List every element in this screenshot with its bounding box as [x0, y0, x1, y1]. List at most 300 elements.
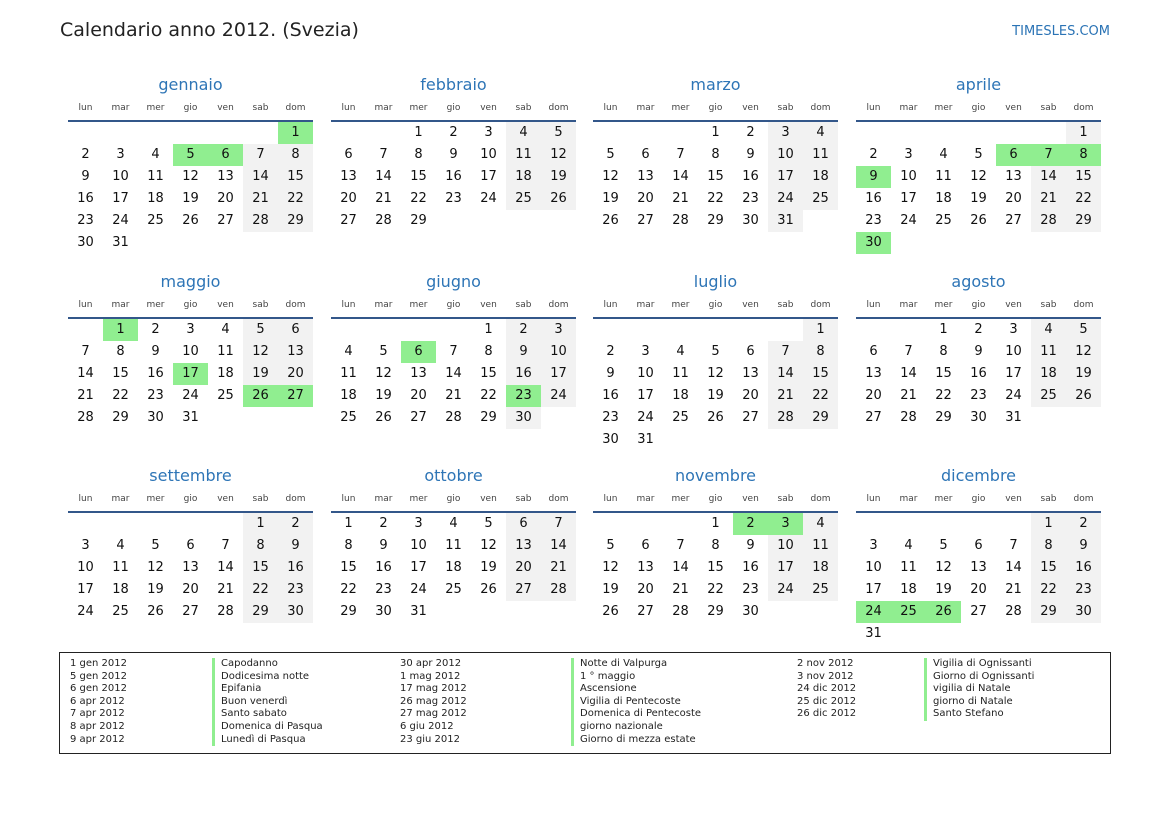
day-cell: 20	[410, 388, 427, 403]
day-cell: 26	[602, 604, 619, 619]
weekday-label: mar	[374, 494, 393, 504]
day-cell: 11	[112, 560, 129, 575]
weekend-day-cell: 15	[803, 363, 838, 385]
legend-dates-column	[70, 658, 127, 746]
month-name: settembre	[149, 466, 232, 485]
weekday-label: dom	[1073, 103, 1094, 113]
empty-cell	[733, 319, 768, 341]
day-cell: 18	[340, 388, 357, 403]
day-cell: 16	[375, 560, 392, 575]
day-cell: 17	[900, 191, 917, 206]
day-cell: 9	[606, 366, 615, 381]
day-grid	[331, 513, 576, 623]
weekend-day-cell: 30	[278, 601, 313, 623]
day-cell: 31	[182, 410, 199, 425]
day-cell: 3	[116, 147, 125, 162]
weekend-day-cell: 7	[541, 513, 576, 535]
day-grid	[68, 122, 313, 254]
weekday-label: mar	[899, 300, 918, 310]
holiday-day-cell: 23	[506, 385, 541, 407]
day-cell: 2	[81, 147, 90, 162]
weekend-day-cell: 7	[768, 341, 803, 363]
day-cell: 11	[900, 560, 917, 575]
day-cell: 6	[974, 538, 983, 553]
empty-cell	[436, 601, 471, 623]
week-row	[593, 122, 838, 144]
day-cell: 14	[1005, 560, 1022, 575]
day-cell: 7	[449, 344, 458, 359]
weekend-day-cell: 3	[541, 319, 576, 341]
day-cell: 18	[900, 582, 917, 597]
weekend-day-cell: 26	[1066, 385, 1101, 407]
day-cell: 3	[641, 344, 650, 359]
empty-cell	[996, 623, 1031, 645]
week-row	[68, 210, 313, 232]
legend-names-column	[924, 658, 1034, 721]
day-cell: 11	[672, 366, 689, 381]
weekend-day-cell: 9	[506, 341, 541, 363]
empty-cell	[891, 623, 926, 645]
legend-holiday-name: Notte di Valpurga	[571, 658, 701, 671]
day-cell: 4	[449, 516, 458, 531]
legend-date: 23 giu 2012	[400, 733, 460, 745]
weekday-label: sab	[252, 103, 269, 113]
day-cell: 16	[602, 388, 619, 403]
legend-holiday-name: Santo sabato	[212, 708, 323, 721]
empty-cell	[628, 513, 663, 535]
weekend-day-cell: 21	[243, 188, 278, 210]
empty-cell	[173, 232, 208, 254]
weekday-label: sab	[1040, 103, 1057, 113]
day-cell: 16	[445, 169, 462, 184]
weekday-label: sab	[252, 494, 269, 504]
weekday-header	[856, 103, 1101, 117]
week-row	[593, 341, 838, 363]
weekday-label: mer	[146, 103, 165, 113]
legend-date: 6 giu 2012	[400, 720, 454, 732]
day-cell: 24	[900, 213, 917, 228]
empty-cell	[366, 122, 401, 144]
legend-dates-column	[400, 658, 467, 746]
empty-cell	[173, 122, 208, 144]
weekend-day-cell: 18	[803, 166, 838, 188]
day-cell: 14	[900, 366, 917, 381]
legend-holiday-name: Dodicesima notte	[212, 671, 323, 684]
weekday-label: gio	[971, 300, 986, 310]
legend-date: 9 apr 2012	[70, 733, 125, 745]
day-cell: 10	[182, 344, 199, 359]
weekend-day-cell: 5	[1066, 319, 1101, 341]
weekday-label: lun	[78, 494, 93, 504]
day-cell: 13	[970, 560, 987, 575]
weekday-label: dom	[285, 494, 306, 504]
weekday-label: ven	[1005, 300, 1022, 310]
weekday-label: mar	[111, 103, 130, 113]
week-row	[331, 122, 576, 144]
day-cell: 22	[707, 191, 724, 206]
day-cell: 2	[606, 344, 615, 359]
day-cell: 14	[77, 366, 94, 381]
holiday-day-cell: 27	[278, 385, 313, 407]
day-cell: 22	[410, 191, 427, 206]
empty-cell	[138, 122, 173, 144]
day-cell: 21	[217, 582, 234, 597]
day-cell: 1	[484, 322, 493, 337]
empty-cell	[961, 122, 996, 144]
weekday-label: mar	[111, 494, 130, 504]
day-cell: 18	[672, 388, 689, 403]
weekend-day-cell: 14	[768, 363, 803, 385]
day-cell: 17	[865, 582, 882, 597]
weekend-day-cell: 6	[506, 513, 541, 535]
weekday-header	[331, 103, 576, 117]
weekend-day-cell: 28	[541, 579, 576, 601]
weekend-day-cell: 29	[243, 601, 278, 623]
day-cell: 12	[602, 169, 619, 184]
legend-holiday-name: Vigilia di Pentecoste	[571, 696, 701, 709]
legend-names-column	[571, 658, 701, 746]
day-cell: 9	[449, 147, 458, 162]
day-cell: 28	[672, 604, 689, 619]
legend-holiday-name: Domenica di Pentecoste	[571, 708, 701, 721]
day-cell: 21	[672, 191, 689, 206]
week-row	[331, 407, 576, 429]
day-cell: 29	[410, 213, 427, 228]
week-row	[331, 601, 576, 623]
day-cell: 3	[81, 538, 90, 553]
week-row	[68, 166, 313, 188]
day-grid	[68, 513, 313, 623]
empty-cell	[856, 319, 891, 341]
weekday-label: ven	[742, 300, 759, 310]
weekday-header	[856, 300, 1101, 314]
day-cell: 6	[746, 344, 755, 359]
holiday-day-cell: 6	[401, 341, 436, 363]
day-cell: 16	[77, 191, 94, 206]
weekend-day-cell: 16	[278, 557, 313, 579]
day-cell: 4	[344, 344, 353, 359]
weekend-day-cell: 22	[243, 579, 278, 601]
day-grid	[331, 122, 576, 232]
legend-date: 5 gen 2012	[70, 670, 128, 682]
weekday-label: gio	[183, 494, 198, 504]
day-cell: 24	[480, 191, 497, 206]
weekday-label: lun	[603, 103, 618, 113]
weekend-day-cell: 29	[803, 407, 838, 429]
empty-cell	[208, 407, 243, 429]
day-cell: 30	[77, 235, 94, 250]
week-row	[856, 513, 1101, 535]
week-row	[856, 188, 1101, 210]
day-cell: 31	[410, 604, 427, 619]
holiday-day-cell: 7	[1031, 144, 1066, 166]
weekday-label: mer	[409, 300, 428, 310]
day-cell: 10	[637, 366, 654, 381]
day-cell: 26	[707, 410, 724, 425]
empty-cell	[1031, 122, 1066, 144]
day-cell: 10	[900, 169, 917, 184]
day-cell: 21	[77, 388, 94, 403]
day-cell: 14	[445, 366, 462, 381]
day-cell: 25	[112, 604, 129, 619]
month-name: ottobre	[424, 466, 483, 485]
day-cell: 3	[1009, 322, 1018, 337]
weekday-label: ven	[480, 300, 497, 310]
weekday-label: sab	[777, 494, 794, 504]
empty-cell	[1031, 623, 1066, 645]
day-cell: 4	[221, 322, 230, 337]
day-cell: 2	[379, 516, 388, 531]
day-cell: 6	[186, 538, 195, 553]
day-cell: 19	[480, 560, 497, 575]
day-cell: 19	[602, 582, 619, 597]
day-cell: 16	[970, 366, 987, 381]
day-cell: 16	[865, 191, 882, 206]
day-cell: 14	[217, 560, 234, 575]
weekday-label: gio	[971, 494, 986, 504]
holiday-day-cell: 26	[926, 601, 961, 623]
week-row	[331, 188, 576, 210]
weekday-header	[68, 494, 313, 508]
weekend-day-cell: 21	[541, 557, 576, 579]
day-cell: 25	[672, 410, 689, 425]
site-link[interactable]: TIMESLES.COM	[1012, 24, 1110, 39]
weekend-day-cell: 12	[541, 144, 576, 166]
empty-cell	[961, 623, 996, 645]
day-cell: 17	[410, 560, 427, 575]
week-row	[856, 144, 1101, 166]
empty-cell	[208, 513, 243, 535]
day-cell: 12	[707, 366, 724, 381]
day-cell: 23	[742, 582, 759, 597]
empty-cell	[768, 429, 803, 451]
day-cell: 9	[746, 538, 755, 553]
week-row	[593, 144, 838, 166]
day-cell: 4	[939, 147, 948, 162]
day-cell: 10	[112, 169, 129, 184]
weekend-day-cell: 10	[541, 341, 576, 363]
week-row	[331, 166, 576, 188]
weekend-day-cell: 28	[768, 407, 803, 429]
legend-date: 1 mag 2012	[400, 670, 461, 682]
weekend-day-cell: 28	[243, 210, 278, 232]
weekend-day-cell: 22	[1066, 188, 1101, 210]
day-cell: 31	[865, 626, 882, 641]
day-cell: 4	[151, 147, 160, 162]
weekend-day-cell: 13	[278, 341, 313, 363]
legend-date: 8 apr 2012	[70, 720, 125, 732]
day-cell: 24	[77, 604, 94, 619]
day-grid	[593, 319, 838, 451]
day-cell: 30	[742, 213, 759, 228]
weekend-day-cell: 16	[1066, 557, 1101, 579]
weekday-label: mer	[671, 300, 690, 310]
weekend-day-cell: 12	[243, 341, 278, 363]
week-row	[68, 513, 313, 535]
day-cell: 10	[410, 538, 427, 553]
weekend-day-cell: 8	[243, 535, 278, 557]
day-cell: 8	[711, 538, 720, 553]
day-cell: 10	[1005, 344, 1022, 359]
weekend-day-cell: 26	[541, 188, 576, 210]
day-cell: 9	[974, 344, 983, 359]
day-grid	[68, 319, 313, 429]
weekday-label: gio	[183, 103, 198, 113]
day-cell: 20	[340, 191, 357, 206]
weekend-day-cell: 4	[506, 122, 541, 144]
weekday-header	[331, 300, 576, 314]
weekend-day-cell: 8	[803, 341, 838, 363]
weekend-day-cell: 5	[541, 122, 576, 144]
day-cell: 3	[869, 538, 878, 553]
weekend-day-cell: 23	[1066, 579, 1101, 601]
week-row	[68, 557, 313, 579]
day-grid	[856, 122, 1101, 254]
weekday-label: sab	[1040, 300, 1057, 310]
weekend-day-cell: 24	[768, 188, 803, 210]
month-name: luglio	[693, 272, 738, 291]
day-cell: 24	[1005, 388, 1022, 403]
weekend-day-cell: 8	[1031, 535, 1066, 557]
day-cell: 7	[379, 147, 388, 162]
weekday-label: gio	[446, 494, 461, 504]
day-grid	[856, 513, 1101, 645]
weekend-day-cell: 13	[506, 535, 541, 557]
day-cell: 19	[970, 191, 987, 206]
day-cell: 8	[939, 344, 948, 359]
day-cell: 10	[865, 560, 882, 575]
legend-date: 25 dic 2012	[797, 695, 857, 707]
day-cell: 23	[375, 582, 392, 597]
weekend-day-cell: 30	[506, 407, 541, 429]
day-cell: 8	[711, 147, 720, 162]
week-row	[68, 535, 313, 557]
weekend-day-cell: 21	[768, 385, 803, 407]
week-row	[856, 557, 1101, 579]
weekend-day-cell: 20	[506, 557, 541, 579]
day-cell: 18	[935, 191, 952, 206]
weekday-label: dom	[548, 300, 569, 310]
weekday-label: mar	[636, 494, 655, 504]
week-row	[68, 385, 313, 407]
day-cell: 14	[672, 169, 689, 184]
week-row	[593, 557, 838, 579]
empty-cell	[1031, 232, 1066, 254]
day-cell: 31	[112, 235, 129, 250]
weekday-label: ven	[480, 494, 497, 504]
day-cell: 21	[445, 388, 462, 403]
empty-cell	[1066, 232, 1101, 254]
week-row	[856, 385, 1101, 407]
day-cell: 29	[340, 604, 357, 619]
weekday-label: mer	[409, 103, 428, 113]
holiday-day-cell: 6	[996, 144, 1031, 166]
legend-date: 7 apr 2012	[70, 708, 125, 720]
week-row	[593, 513, 838, 535]
day-cell: 28	[375, 213, 392, 228]
empty-cell	[698, 429, 733, 451]
weekend-day-cell: 1	[1031, 513, 1066, 535]
legend-date: 30 apr 2012	[400, 658, 462, 669]
day-cell: 21	[1005, 582, 1022, 597]
weekday-label: sab	[252, 300, 269, 310]
week-row	[68, 363, 313, 385]
legend-holiday-name: Santo Stefano	[924, 708, 1034, 721]
day-cell: 4	[676, 344, 685, 359]
day-cell: 30	[970, 410, 987, 425]
empty-cell	[68, 319, 103, 341]
day-cell: 10	[77, 560, 94, 575]
day-cell: 9	[81, 169, 90, 184]
week-row	[331, 363, 576, 385]
weekday-label: ven	[480, 103, 497, 113]
day-cell: 28	[900, 410, 917, 425]
weekday-label: gio	[708, 103, 723, 113]
empty-cell	[173, 513, 208, 535]
weekend-day-cell: 24	[541, 385, 576, 407]
day-cell: 23	[445, 191, 462, 206]
day-cell: 3	[414, 516, 423, 531]
day-cell: 23	[147, 388, 164, 403]
weekday-label: mar	[374, 103, 393, 113]
day-cell: 9	[746, 147, 755, 162]
legend-date: 3 nov 2012	[797, 670, 854, 682]
day-cell: 21	[900, 388, 917, 403]
weekend-day-cell: 11	[1031, 341, 1066, 363]
legend-holiday-name: Lunedì di Pasqua	[212, 734, 323, 747]
empty-cell	[628, 319, 663, 341]
weekend-day-cell: 1	[243, 513, 278, 535]
weekday-label: lun	[341, 103, 356, 113]
weekday-label: mer	[934, 300, 953, 310]
week-row	[856, 579, 1101, 601]
legend-holiday-name: vigilia di Natale	[924, 683, 1034, 696]
day-cell: 25	[445, 582, 462, 597]
day-cell: 23	[602, 410, 619, 425]
weekend-day-cell: 3	[768, 122, 803, 144]
weekend-day-cell: 15	[243, 557, 278, 579]
weekend-day-cell: 18	[1031, 363, 1066, 385]
weekday-label: mar	[374, 300, 393, 310]
empty-cell	[593, 122, 628, 144]
day-cell: 8	[344, 538, 353, 553]
empty-cell	[243, 407, 278, 429]
empty-cell	[68, 513, 103, 535]
weekday-label: mar	[111, 300, 130, 310]
day-cell: 12	[375, 366, 392, 381]
week-row	[856, 535, 1101, 557]
day-cell: 19	[602, 191, 619, 206]
empty-cell	[331, 122, 366, 144]
weekday-label: sab	[515, 300, 532, 310]
weekday-label: gio	[708, 494, 723, 504]
weekday-label: ven	[742, 103, 759, 113]
weekend-day-cell: 15	[278, 166, 313, 188]
weekend-day-cell: 17	[541, 363, 576, 385]
weekend-day-cell: 25	[1031, 385, 1066, 407]
day-cell: 8	[414, 147, 423, 162]
day-cell: 4	[116, 538, 125, 553]
legend-dates-column	[797, 658, 856, 721]
day-cell: 23	[865, 213, 882, 228]
weekday-label: lun	[866, 103, 881, 113]
day-cell: 27	[1005, 213, 1022, 228]
day-cell: 1	[711, 125, 720, 140]
holiday-day-cell: 26	[243, 385, 278, 407]
weekday-header	[856, 494, 1101, 508]
day-cell: 17	[112, 191, 129, 206]
day-cell: 7	[221, 538, 230, 553]
